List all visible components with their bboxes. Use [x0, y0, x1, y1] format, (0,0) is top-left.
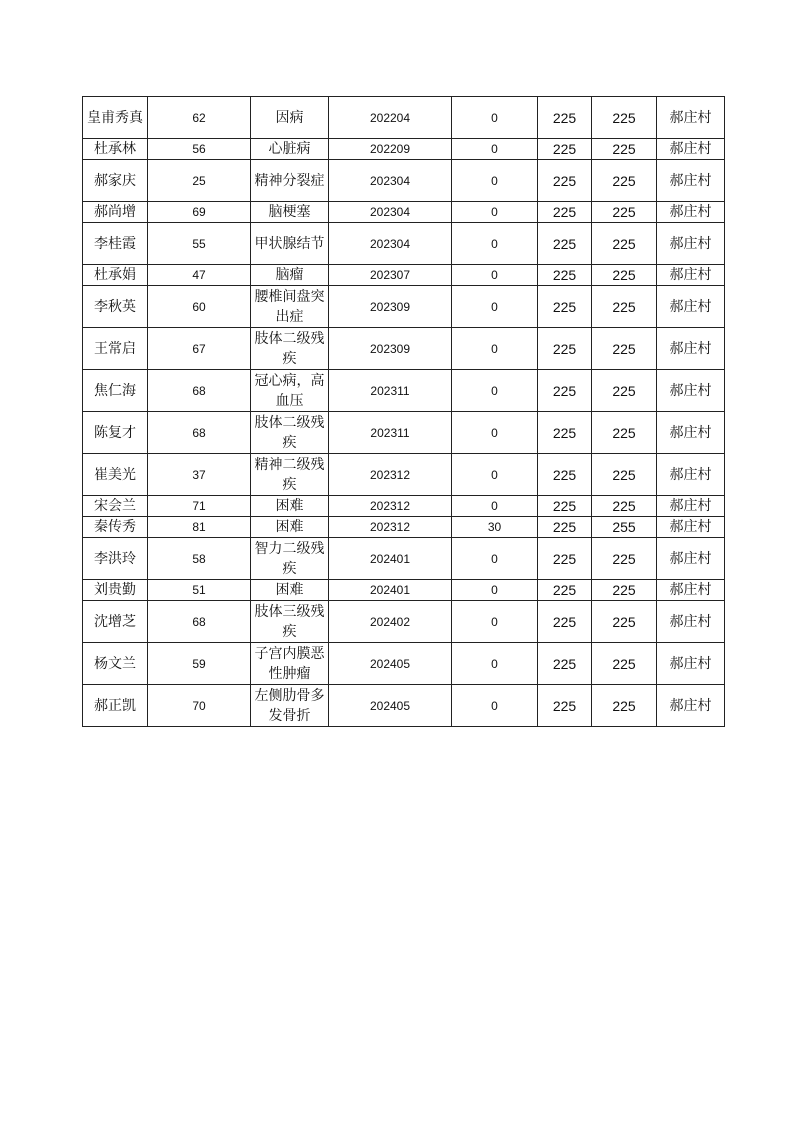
cell-total-amount: 225	[592, 97, 657, 139]
table-row	[83, 496, 725, 517]
table-row	[83, 97, 725, 139]
cell-base-amount: 225	[538, 265, 592, 286]
cell-age: 69	[148, 202, 251, 223]
cell-total-amount: 225	[592, 454, 657, 496]
cell-village: 郝庄村	[657, 97, 725, 139]
cell-start-month: 202304	[329, 160, 452, 202]
cell-age: 59	[148, 643, 251, 685]
cell-start-month: 202312	[329, 517, 452, 538]
cell-base-amount: 225	[538, 412, 592, 454]
cell-start-month: 202304	[329, 202, 452, 223]
cell-extra-amount: 0	[452, 601, 538, 643]
cell-base-amount: 225	[538, 517, 592, 538]
cell-extra-amount: 0	[452, 643, 538, 685]
cell-extra-amount: 0	[452, 160, 538, 202]
table-row	[83, 202, 725, 223]
cell-base-amount: 225	[538, 643, 592, 685]
table-row	[83, 643, 725, 685]
cell-base-amount: 225	[538, 496, 592, 517]
cell-age: 68	[148, 412, 251, 454]
cell-base-amount: 225	[538, 370, 592, 412]
cell-base-amount: 225	[538, 139, 592, 160]
cell-village: 郝庄村	[657, 370, 725, 412]
cell-reason: 子宫内膜恶性肿瘤	[251, 643, 329, 685]
cell-village: 郝庄村	[657, 160, 725, 202]
cell-age: 71	[148, 496, 251, 517]
cell-reason: 肢体三级残疾	[251, 601, 329, 643]
cell-village: 郝庄村	[657, 286, 725, 328]
cell-name: 李洪玲	[83, 538, 148, 580]
table-row	[83, 139, 725, 160]
cell-village: 郝庄村	[657, 538, 725, 580]
cell-extra-amount: 0	[452, 286, 538, 328]
table-row	[83, 265, 725, 286]
cell-extra-amount: 0	[452, 412, 538, 454]
cell-age: 68	[148, 601, 251, 643]
cell-age: 67	[148, 328, 251, 370]
cell-name: 杨文兰	[83, 643, 148, 685]
cell-age: 62	[148, 97, 251, 139]
cell-base-amount: 225	[538, 286, 592, 328]
cell-village: 郝庄村	[657, 412, 725, 454]
cell-total-amount: 225	[592, 202, 657, 223]
cell-start-month: 202307	[329, 265, 452, 286]
cell-total-amount: 225	[592, 139, 657, 160]
cell-start-month: 202304	[329, 223, 452, 265]
cell-start-month: 202311	[329, 412, 452, 454]
table-row	[83, 328, 725, 370]
cell-extra-amount: 0	[452, 202, 538, 223]
cell-extra-amount: 0	[452, 454, 538, 496]
table-row	[83, 412, 725, 454]
cell-name: 李秋英	[83, 286, 148, 328]
cell-age: 37	[148, 454, 251, 496]
cell-age: 70	[148, 685, 251, 727]
cell-base-amount: 225	[538, 97, 592, 139]
cell-reason: 困难	[251, 496, 329, 517]
cell-extra-amount: 0	[452, 139, 538, 160]
cell-name: 杜承林	[83, 139, 148, 160]
records-table	[82, 96, 725, 727]
cell-start-month: 202309	[329, 328, 452, 370]
cell-village: 郝庄村	[657, 139, 725, 160]
cell-reason: 精神二级残疾	[251, 454, 329, 496]
cell-extra-amount: 0	[452, 370, 538, 412]
cell-total-amount: 225	[592, 370, 657, 412]
cell-village: 郝庄村	[657, 580, 725, 601]
cell-extra-amount: 0	[452, 97, 538, 139]
cell-start-month: 202204	[329, 97, 452, 139]
cell-total-amount: 225	[592, 580, 657, 601]
table-row	[83, 454, 725, 496]
cell-name: 皇甫秀真	[83, 97, 148, 139]
cell-start-month: 202405	[329, 685, 452, 727]
cell-start-month: 202311	[329, 370, 452, 412]
cell-reason: 腰椎间盘突出症	[251, 286, 329, 328]
cell-age: 56	[148, 139, 251, 160]
table-row	[83, 160, 725, 202]
table-row	[83, 370, 725, 412]
cell-extra-amount: 30	[452, 517, 538, 538]
cell-reason: 甲状腺结节	[251, 223, 329, 265]
cell-extra-amount: 0	[452, 496, 538, 517]
cell-age: 55	[148, 223, 251, 265]
cell-village: 郝庄村	[657, 202, 725, 223]
cell-start-month: 202401	[329, 538, 452, 580]
cell-base-amount: 225	[538, 454, 592, 496]
table-row	[83, 601, 725, 643]
cell-reason: 精神分裂症	[251, 160, 329, 202]
cell-extra-amount: 0	[452, 223, 538, 265]
cell-total-amount: 225	[592, 223, 657, 265]
cell-name: 郝尚增	[83, 202, 148, 223]
cell-village: 郝庄村	[657, 265, 725, 286]
cell-base-amount: 225	[538, 580, 592, 601]
cell-extra-amount: 0	[452, 328, 538, 370]
cell-extra-amount: 0	[452, 538, 538, 580]
cell-start-month: 202209	[329, 139, 452, 160]
cell-village: 郝庄村	[657, 223, 725, 265]
table-row	[83, 223, 725, 265]
cell-reason: 脑梗塞	[251, 202, 329, 223]
cell-base-amount: 225	[538, 538, 592, 580]
cell-name: 崔美光	[83, 454, 148, 496]
cell-total-amount: 225	[592, 160, 657, 202]
cell-base-amount: 225	[538, 223, 592, 265]
table-row	[83, 517, 725, 538]
cell-base-amount: 225	[538, 685, 592, 727]
cell-base-amount: 225	[538, 160, 592, 202]
cell-reason: 肢体二级残疾	[251, 412, 329, 454]
cell-age: 58	[148, 538, 251, 580]
cell-reason: 心脏病	[251, 139, 329, 160]
cell-total-amount: 225	[592, 538, 657, 580]
cell-name: 郝正凯	[83, 685, 148, 727]
cell-total-amount: 225	[592, 601, 657, 643]
cell-total-amount: 225	[592, 328, 657, 370]
cell-village: 郝庄村	[657, 454, 725, 496]
cell-total-amount: 225	[592, 685, 657, 727]
cell-village: 郝庄村	[657, 328, 725, 370]
cell-total-amount: 255	[592, 517, 657, 538]
cell-reason: 困难	[251, 580, 329, 601]
cell-name: 刘贵勤	[83, 580, 148, 601]
cell-start-month: 202401	[329, 580, 452, 601]
cell-name: 焦仁海	[83, 370, 148, 412]
cell-extra-amount: 0	[452, 265, 538, 286]
cell-age: 25	[148, 160, 251, 202]
cell-total-amount: 225	[592, 265, 657, 286]
cell-start-month: 202402	[329, 601, 452, 643]
table-row	[83, 286, 725, 328]
cell-total-amount: 225	[592, 643, 657, 685]
cell-start-month: 202405	[329, 643, 452, 685]
cell-name: 秦传秀	[83, 517, 148, 538]
table-row	[83, 580, 725, 601]
cell-extra-amount: 0	[452, 580, 538, 601]
cell-base-amount: 225	[538, 601, 592, 643]
cell-reason: 肢体二级残疾	[251, 328, 329, 370]
cell-name: 陈复才	[83, 412, 148, 454]
cell-name: 王常启	[83, 328, 148, 370]
cell-base-amount: 225	[538, 202, 592, 223]
cell-age: 68	[148, 370, 251, 412]
table-row	[83, 685, 725, 727]
cell-total-amount: 225	[592, 412, 657, 454]
cell-age: 60	[148, 286, 251, 328]
cell-name: 宋会兰	[83, 496, 148, 517]
table-row	[83, 538, 725, 580]
cell-village: 郝庄村	[657, 643, 725, 685]
cell-reason: 困难	[251, 517, 329, 538]
cell-name: 郝家庆	[83, 160, 148, 202]
cell-start-month: 202312	[329, 454, 452, 496]
cell-total-amount: 225	[592, 496, 657, 517]
cell-start-month: 202309	[329, 286, 452, 328]
cell-extra-amount: 0	[452, 685, 538, 727]
records-table-body	[83, 97, 725, 727]
cell-name: 杜承娟	[83, 265, 148, 286]
cell-age: 47	[148, 265, 251, 286]
cell-total-amount: 225	[592, 286, 657, 328]
cell-reason: 冠心病，高血压	[251, 370, 329, 412]
cell-village: 郝庄村	[657, 496, 725, 517]
cell-reason: 左侧肋骨多发骨折	[251, 685, 329, 727]
cell-start-month: 202312	[329, 496, 452, 517]
cell-age: 51	[148, 580, 251, 601]
cell-base-amount: 225	[538, 328, 592, 370]
cell-reason: 智力二级残疾	[251, 538, 329, 580]
cell-village: 郝庄村	[657, 601, 725, 643]
cell-reason: 脑瘤	[251, 265, 329, 286]
cell-village: 郝庄村	[657, 517, 725, 538]
cell-reason: 因病	[251, 97, 329, 139]
cell-age: 81	[148, 517, 251, 538]
cell-village: 郝庄村	[657, 685, 725, 727]
cell-name: 沈增芝	[83, 601, 148, 643]
cell-name: 李桂霞	[83, 223, 148, 265]
